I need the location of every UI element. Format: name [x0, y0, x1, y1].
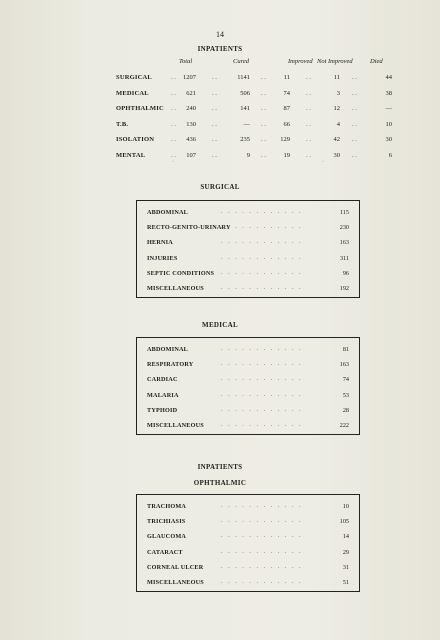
- dot-leader: . .: [212, 89, 217, 97]
- dot-leader: . .: [212, 151, 217, 159]
- summary-cell-total: 436: [186, 136, 196, 143]
- inpatients-summary-table: [116, 58, 392, 167]
- summary-cell-died: 6: [388, 151, 392, 159]
- summary-cell-total: 621: [186, 89, 196, 97]
- dot-leader: . .: [306, 120, 311, 128]
- summary-cell-not-improved: 4: [336, 120, 340, 128]
- col-header-improved: Improved: [288, 58, 313, 65]
- summary-cell-cured: 1141: [237, 74, 250, 81]
- dot-leader: . .: [212, 105, 217, 112]
- medical-row-value: 163: [339, 361, 349, 369]
- summary-row-label: T.B.: [116, 120, 129, 128]
- summary-row: [116, 89, 392, 106]
- surgical-row-value: 96: [342, 269, 349, 277]
- summary-cell-not-improved: 12: [333, 105, 340, 112]
- dot-leader: . .: [352, 120, 357, 128]
- surgical-row-value: 115: [339, 209, 349, 216]
- surgical-heading: SURGICAL: [200, 183, 240, 191]
- medical-heading: MEDICAL: [202, 321, 238, 329]
- ophthalmic-row-label: TRICHIASIS: [147, 518, 186, 526]
- ophthalmic-row: [143, 575, 353, 590]
- surgical-row-label: INJURIES: [147, 254, 178, 262]
- medical-box: [136, 337, 360, 435]
- page-number: 14: [216, 30, 224, 39]
- dot-leader: . . . . . . . . . . . .: [221, 253, 303, 261]
- dot-leader: . .: [306, 74, 311, 81]
- summary-cell-total: 1207: [183, 74, 196, 81]
- dot-leader: . .: [352, 151, 357, 159]
- stray-mark: ·: [322, 159, 324, 165]
- medical-row-value: 74: [342, 376, 349, 384]
- medical-row-label: RESPIRATORY: [147, 361, 194, 369]
- medical-row-label: TYPHOID: [147, 406, 178, 414]
- surgical-row: [143, 220, 353, 235]
- inpatients-heading-2: INPATIENTS: [197, 463, 243, 471]
- dot-leader: . . . . . . . . . . . .: [221, 375, 303, 383]
- summary-cell-cured: —: [243, 120, 250, 128]
- medical-row-value: 53: [342, 391, 349, 399]
- col-header-total: Total: [179, 58, 193, 65]
- dot-leader: . .: [171, 105, 176, 112]
- medical-row-label: MALARIA: [147, 391, 179, 399]
- dot-leader: . . . . . . . . . . . .: [221, 360, 303, 368]
- summary-cell-cured: 235: [240, 136, 250, 143]
- summary-row: [116, 151, 392, 168]
- summary-row-label: ISOLATION: [116, 136, 155, 143]
- medical-row-value: 81: [342, 346, 349, 353]
- summary-cell-not-improved: 3: [336, 89, 340, 97]
- dot-leader: . .: [261, 105, 266, 112]
- surgical-row: [143, 235, 353, 250]
- summary-row-label: MEDICAL: [116, 89, 149, 97]
- ophthalmic-row-label: TRACHOMA: [147, 503, 187, 510]
- medical-row: [143, 357, 353, 372]
- surgical-row-label: RECTO-GENITO-URINARY: [147, 224, 231, 232]
- summary-cell-total: 240: [186, 105, 196, 112]
- surgical-row-value: 230: [339, 224, 349, 232]
- ophthalmic-row: [143, 529, 353, 544]
- medical-row-label: ABDOMINAL: [147, 346, 188, 353]
- summary-row: [116, 74, 392, 90]
- summary-cell-total: 107: [186, 151, 196, 159]
- ophthalmic-box: [136, 494, 360, 592]
- dot-leader: . .: [261, 136, 266, 143]
- summary-cell-cured: 9: [246, 151, 250, 159]
- summary-cell-not-improved: 42: [333, 136, 340, 143]
- summary-cell-died: 30: [385, 136, 392, 143]
- surgical-row: [143, 266, 353, 281]
- dot-leader: . .: [212, 136, 217, 143]
- dot-leader: . . . . . . . . . . . .: [221, 502, 303, 509]
- medical-row: [143, 342, 353, 357]
- dot-leader: . . . . . . . . . . . .: [221, 238, 303, 246]
- summary-cell-total: 130: [186, 120, 196, 128]
- summary-cell-cured: 141: [240, 105, 250, 112]
- col-header-cured: Cured: [233, 58, 250, 65]
- summary-cell-improved: 19: [283, 151, 290, 159]
- summary-cell-improved: 74: [283, 89, 290, 97]
- summary-cell-improved: 66: [283, 120, 290, 128]
- dot-leader: . .: [171, 89, 176, 97]
- ophthalmic-row: [143, 560, 353, 575]
- summary-row-label: OPHTHALMIC: [116, 105, 164, 112]
- dot-leader: . .: [352, 89, 357, 97]
- ophthalmic-row-label: CORNEAL ULCER: [147, 563, 204, 571]
- summary-cell-improved: 129: [280, 136, 290, 143]
- medical-row-label: CARDIAC: [147, 376, 178, 384]
- medical-row-value: 28: [342, 406, 349, 414]
- surgical-row-value: 192: [339, 284, 349, 292]
- dot-leader: . .: [171, 136, 176, 143]
- ophthalmic-row-value: 31: [342, 563, 349, 571]
- dot-leader: . . . . . . . . . . . .: [221, 532, 303, 540]
- dot-leader: . . . . . . . . . . . .: [221, 517, 303, 525]
- medical-row-label: MISCELLANEOUS: [147, 421, 204, 429]
- summary-cell-died: —: [385, 105, 392, 112]
- dot-leader: . .: [261, 74, 266, 81]
- ophthalmic-row: [143, 545, 353, 560]
- inpatients-heading: INPATIENTS: [197, 45, 243, 53]
- summary-cell-died: 10: [385, 120, 392, 128]
- summary-row: [116, 105, 392, 121]
- ophthalmic-row-value: 29: [342, 548, 349, 556]
- surgical-row: [143, 205, 353, 220]
- surgical-row-label: ABDOMINAL: [147, 209, 188, 216]
- summary-row: [116, 136, 392, 152]
- summary-header-row: [116, 58, 383, 74]
- ophthalmic-heading: OPHTHALMIC: [193, 479, 247, 487]
- surgical-box: [136, 200, 360, 298]
- medical-row: [143, 418, 353, 433]
- ophthalmic-row: [143, 499, 353, 514]
- ophthalmic-row-value: 14: [342, 533, 349, 541]
- dot-leader: . . . . . . . . . . . .: [221, 223, 303, 231]
- ophthalmic-row-value: 10: [342, 503, 349, 510]
- dot-leader: . .: [171, 120, 176, 128]
- ophthalmic-row-label: MISCELLANEOUS: [147, 578, 204, 586]
- dot-leader: . . . . . . . . . . . .: [221, 283, 303, 291]
- stray-mark: ·: [172, 159, 174, 165]
- dot-leader: . . . . . . . . . . . .: [221, 562, 303, 570]
- dot-leader: . .: [261, 120, 266, 128]
- ophthalmic-row-label: GLAUCOMA: [147, 533, 187, 541]
- surgical-row-value: 163: [339, 239, 349, 247]
- summary-cell-not-improved: 30: [333, 151, 340, 159]
- dot-leader: . . . . . . . . . . . .: [221, 420, 303, 428]
- medical-row: [143, 388, 353, 403]
- ophthalmic-row: [143, 514, 353, 529]
- ophthalmic-row-label: CATARACT: [147, 548, 183, 556]
- dot-leader: . .: [306, 136, 311, 143]
- dot-leader: . . . . . . . . . . . .: [221, 268, 303, 276]
- dot-leader: . . . . . . . . . . . .: [221, 577, 303, 585]
- summary-row-label: SURGICAL: [116, 74, 152, 81]
- surgical-row: [143, 281, 353, 296]
- dot-leader: . .: [352, 136, 357, 143]
- dot-leader: . . . . . . . . . . . .: [221, 345, 303, 352]
- ophthalmic-row-value: 105: [339, 518, 349, 526]
- dot-leader: . .: [352, 74, 357, 81]
- col-header-died: Died: [370, 58, 383, 65]
- dot-leader: . .: [261, 151, 266, 159]
- medical-row-value: 222: [339, 421, 349, 429]
- medical-row: [143, 403, 353, 418]
- dot-leader: . .: [306, 151, 311, 159]
- summary-cell-not-improved: 11: [333, 74, 340, 81]
- dot-leader: . . . . . . . . . . . .: [221, 405, 303, 413]
- summary-cell-improved: 87: [283, 105, 290, 112]
- col-header-not-improved: Not Improved: [317, 58, 353, 65]
- dot-leader: . .: [171, 151, 176, 159]
- dot-leader: . .: [171, 74, 176, 81]
- surgical-row: [143, 251, 353, 266]
- summary-cell-improved: 11: [283, 74, 290, 81]
- medical-row: [143, 372, 353, 387]
- summary-cell-cured: 506: [240, 89, 250, 97]
- dot-leader: . .: [352, 105, 357, 112]
- dot-leader: . .: [212, 120, 217, 128]
- surgical-row-label: MISCELLANEOUS: [147, 284, 204, 292]
- dot-leader: . . . . . . . . . . . .: [221, 390, 303, 398]
- summary-row: [116, 120, 392, 137]
- summary-cell-died: 38: [385, 89, 392, 97]
- dot-leader: . . . . . . . . . . . .: [221, 547, 303, 555]
- dot-leader: . .: [306, 89, 311, 97]
- summary-row-label: MENTAL: [116, 151, 146, 159]
- dot-leader: . .: [212, 74, 217, 81]
- surgical-row-label: SEPTIC CONDITIONS: [147, 269, 215, 277]
- dot-leader: . .: [306, 105, 311, 112]
- summary-cell-died: 44: [385, 74, 392, 81]
- dot-leader: . .: [261, 89, 266, 97]
- ophthalmic-row-value: 51: [342, 578, 349, 586]
- dot-leader: . . . . . . . . . . . .: [221, 208, 303, 215]
- surgical-row-label: HERNIA: [147, 239, 173, 247]
- surgical-row-value: 311: [339, 254, 349, 262]
